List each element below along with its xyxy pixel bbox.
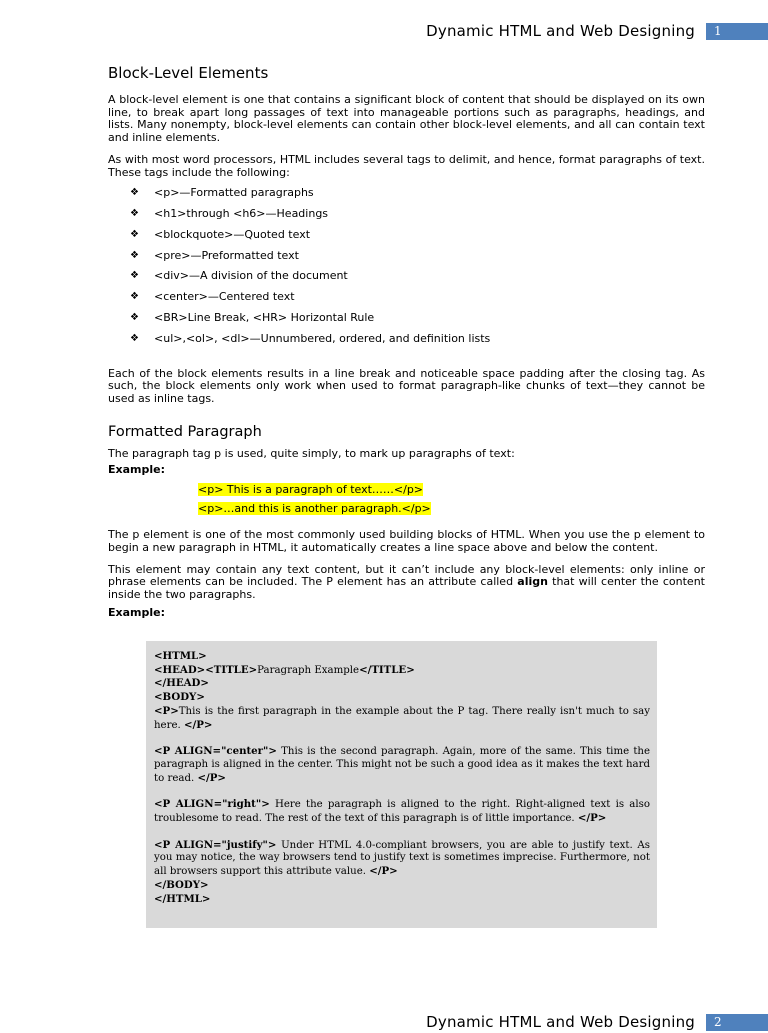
code-text: This is the second paragraph. Again, more of the same. This time the paragraph is aligned in the center. This might not be such a good idea as it makes the text hard to read. bbox=[154, 746, 651, 784]
tag-list bbox=[108, 187, 705, 345]
code-tag: </P> bbox=[183, 718, 213, 731]
code-tag: </TITLE> bbox=[359, 663, 415, 676]
section-heading-formatted-paragraph: Formatted Paragraph bbox=[108, 423, 262, 440]
code-tag: <BODY> bbox=[154, 691, 205, 704]
header-title: Dynamic HTML and Web Designing bbox=[426, 1013, 695, 1031]
diamond-bullet-icon: ❖ bbox=[130, 312, 139, 323]
code-line bbox=[154, 798, 650, 825]
code-tag: <P ALIGN="justify"> bbox=[154, 838, 277, 851]
list-item-text: <blockquote>—Quoted text bbox=[154, 227, 311, 241]
list-item-text: <div>—A division of the document bbox=[154, 269, 348, 283]
code-tag: </P> bbox=[197, 771, 226, 784]
diamond-bullet-icon: ❖ bbox=[130, 291, 139, 303]
code-line bbox=[154, 650, 650, 664]
paragraph: The paragraph tag p is used, quite simply, to mark up paragraphs of text: bbox=[108, 446, 515, 460]
code-text: This is the first paragraph in the example about the P tag. There really isn't much to say here. bbox=[154, 705, 650, 731]
list-item bbox=[130, 333, 705, 346]
paragraph: Each of the block elements results in a line break and noticeable space padding after the closing tag. As such, the block elements only work when used to format paragraph-like chunks of text—they cannot be used as inline tags. bbox=[108, 366, 705, 405]
list-item bbox=[130, 187, 705, 200]
paragraph-text: that will center the content inside the two paragraphs. bbox=[108, 575, 705, 602]
highlighted-example bbox=[198, 478, 705, 516]
code-line bbox=[154, 893, 650, 907]
code-tag: <P ALIGN="center"> bbox=[154, 745, 277, 758]
paragraph: A block-level element is one that contains a significant block of content that should be displayed on its own line, to break apart long passages of text into manageable portions such as paragraphs, headings, and lists. Many nonempty, block-level elements can contain other block-level elements, and all can contain text and inline elements. bbox=[108, 93, 705, 145]
code-example-box bbox=[146, 641, 657, 928]
paragraph-text: This element may contain any text content, but it can’t include any block-level elements: only inline or phrase elements can be included. The P element has an attribute called bbox=[108, 562, 705, 589]
code-text: Here the paragraph is aligned to the right. Right-aligned text is also troublesome to read. The rest of the text of this paragraph is of little importance. bbox=[154, 799, 650, 825]
example-label: Example: bbox=[108, 463, 165, 477]
page-footer-next-page-header bbox=[0, 1013, 768, 1033]
diamond-bullet-icon: ❖ bbox=[130, 249, 139, 261]
page-content bbox=[108, 64, 705, 621]
list-item-text: <center>—Centered text bbox=[154, 290, 295, 304]
code-tag: </BODY> bbox=[154, 878, 209, 891]
highlighted-code-line: <p> This is a paragraph of text……</p> bbox=[198, 483, 424, 497]
code-line bbox=[154, 839, 650, 879]
paragraph bbox=[108, 564, 705, 602]
code-tag: </HEAD> bbox=[154, 677, 209, 690]
code-text: Paragraph Example bbox=[257, 664, 360, 676]
list-item-text: <p>—Formatted paragraphs bbox=[154, 186, 314, 200]
code-tag: </HTML> bbox=[154, 892, 211, 905]
code-block bbox=[154, 650, 650, 906]
list-item bbox=[130, 250, 705, 263]
diamond-bullet-icon: ❖ bbox=[130, 228, 139, 240]
list-item-text: <pre>—Preformatted text bbox=[154, 248, 299, 262]
code-tag: </P> bbox=[577, 812, 607, 825]
code-text: Under HTML 4.0-compliant browsers, you are able to justify text. As you may notice, the way browsers tend to justify text is sometimes imprecise. Furthermore, not all browsers support this attribute value. bbox=[154, 839, 650, 878]
paragraph: As with most word processors, HTML includes several tags to delimit, and hence, format paragraphs of text. These tags include the following: bbox=[108, 152, 705, 179]
code-line bbox=[154, 691, 650, 705]
bold-term-align: align bbox=[517, 575, 548, 589]
list-item bbox=[130, 291, 705, 304]
code-line bbox=[154, 677, 650, 691]
paragraph: The p element is one of the most commonly used building blocks of HTML. When you use the p element to begin a new paragraph in HTML, it automatically creates a line space above and below the content. bbox=[108, 528, 705, 555]
diamond-bullet-icon: ❖ bbox=[130, 332, 139, 344]
list-item bbox=[130, 229, 705, 242]
code-tag: <P ALIGN="right"> bbox=[154, 798, 270, 811]
list-item-text: <BR>Line Break, <HR> Horizontal Rule bbox=[154, 311, 375, 324]
code-line bbox=[154, 745, 650, 785]
code-line bbox=[154, 664, 650, 678]
page-header bbox=[0, 22, 768, 42]
list-item-text: <ul>,<ol>, <dl>—Unnumbered, ordered, and definition lists bbox=[154, 331, 491, 345]
page-number-badge: 1 bbox=[706, 23, 768, 40]
code-line bbox=[154, 705, 650, 732]
diamond-bullet-icon: ❖ bbox=[130, 270, 139, 282]
code-tag: <P> bbox=[154, 704, 179, 717]
code-tag: <HTML> bbox=[154, 650, 207, 662]
diamond-bullet-icon: ❖ bbox=[130, 208, 139, 220]
code-tag: <TITLE> bbox=[205, 663, 258, 676]
list-item bbox=[130, 312, 705, 325]
list-item-text: <h1>through <h6>—Headings bbox=[154, 207, 329, 221]
code-line bbox=[154, 879, 650, 893]
diamond-bullet-icon: ❖ bbox=[130, 187, 139, 199]
list-item bbox=[130, 270, 705, 283]
page-number-badge: 2 bbox=[706, 1014, 768, 1031]
example-label: Example: bbox=[108, 605, 165, 619]
header-title: Dynamic HTML and Web Designing bbox=[426, 22, 695, 40]
list-item bbox=[130, 208, 705, 221]
code-tag: <HEAD> bbox=[154, 663, 206, 676]
code-tag: </P> bbox=[369, 865, 398, 878]
section-heading-block-level: Block-Level Elements bbox=[108, 64, 269, 82]
highlighted-code-line: <p>…and this is another paragraph.</p> bbox=[198, 502, 431, 516]
